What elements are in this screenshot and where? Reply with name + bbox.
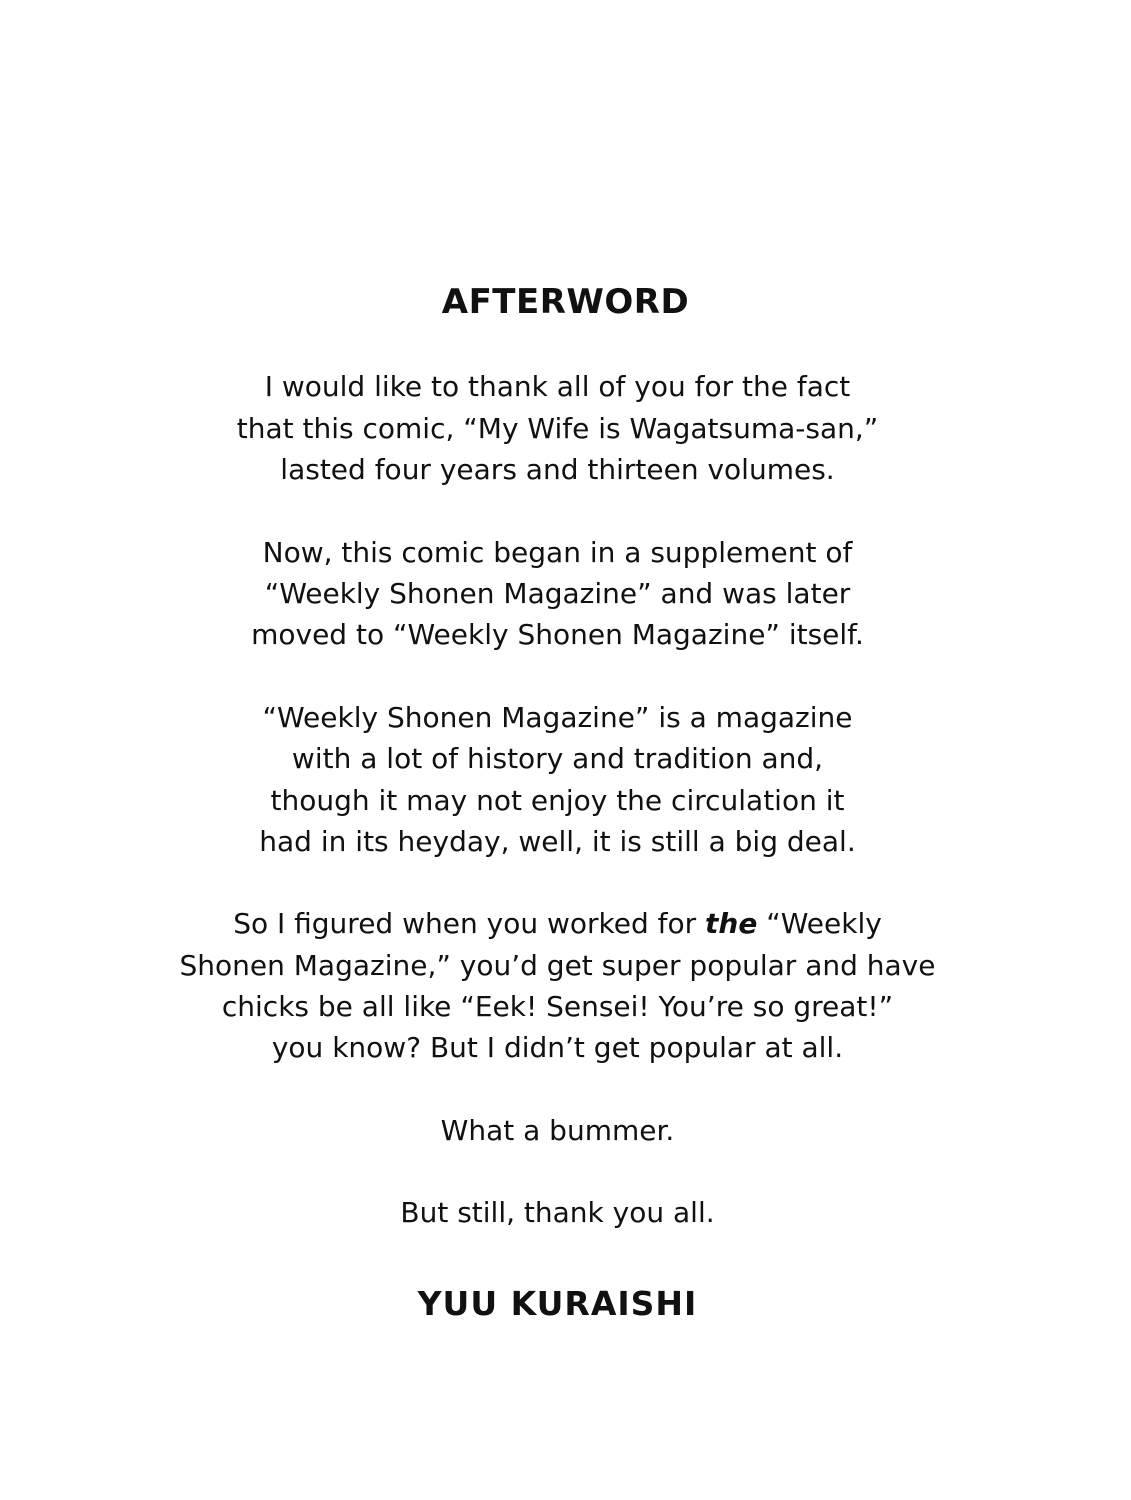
text-line: lasted four years and thirteen volumes.	[280, 453, 835, 486]
text-line: “Weekly Shonen Magazine” is a magazine	[262, 701, 853, 734]
text-line: I would like to thank all of you for the fact	[264, 370, 851, 403]
text-segment: “Weekly	[757, 907, 882, 940]
emphasized-word: the	[705, 907, 758, 940]
author-signature: YUU KURAISHI	[417, 1284, 698, 1323]
text-line: What a bummer.	[440, 1114, 675, 1147]
text-line: moved to “Weekly Shonen Magazine” itself.	[251, 618, 864, 651]
text-line: with a lot of history and tradition and,	[291, 742, 824, 775]
text-segment: So I figured when you worked for	[233, 907, 706, 940]
text-line: had in its heyday, well, it is still a big deal.	[259, 825, 856, 858]
text-line: Now, this comic began in a supplement of	[262, 536, 853, 569]
text-line: Shonen Magazine,” you’d get super popular and have	[179, 949, 936, 982]
text-line: you know? But I didn’t get popular at all.	[271, 1031, 844, 1064]
text-line: “Weekly Shonen Magazine” and was later	[264, 577, 851, 610]
text-line: But still, thank you all.	[400, 1196, 715, 1229]
text-line: chicks be all like “Eek! Sensei! You’re so great!”	[221, 990, 894, 1023]
text-line: though it may not enjoy the circulation it	[270, 784, 845, 817]
text-line	[0, 904, 1115, 944]
afterword-title: AFTERWORD	[441, 282, 690, 322]
text-line: that this comic, “My Wife is Wagatsuma-san,”	[236, 412, 879, 445]
